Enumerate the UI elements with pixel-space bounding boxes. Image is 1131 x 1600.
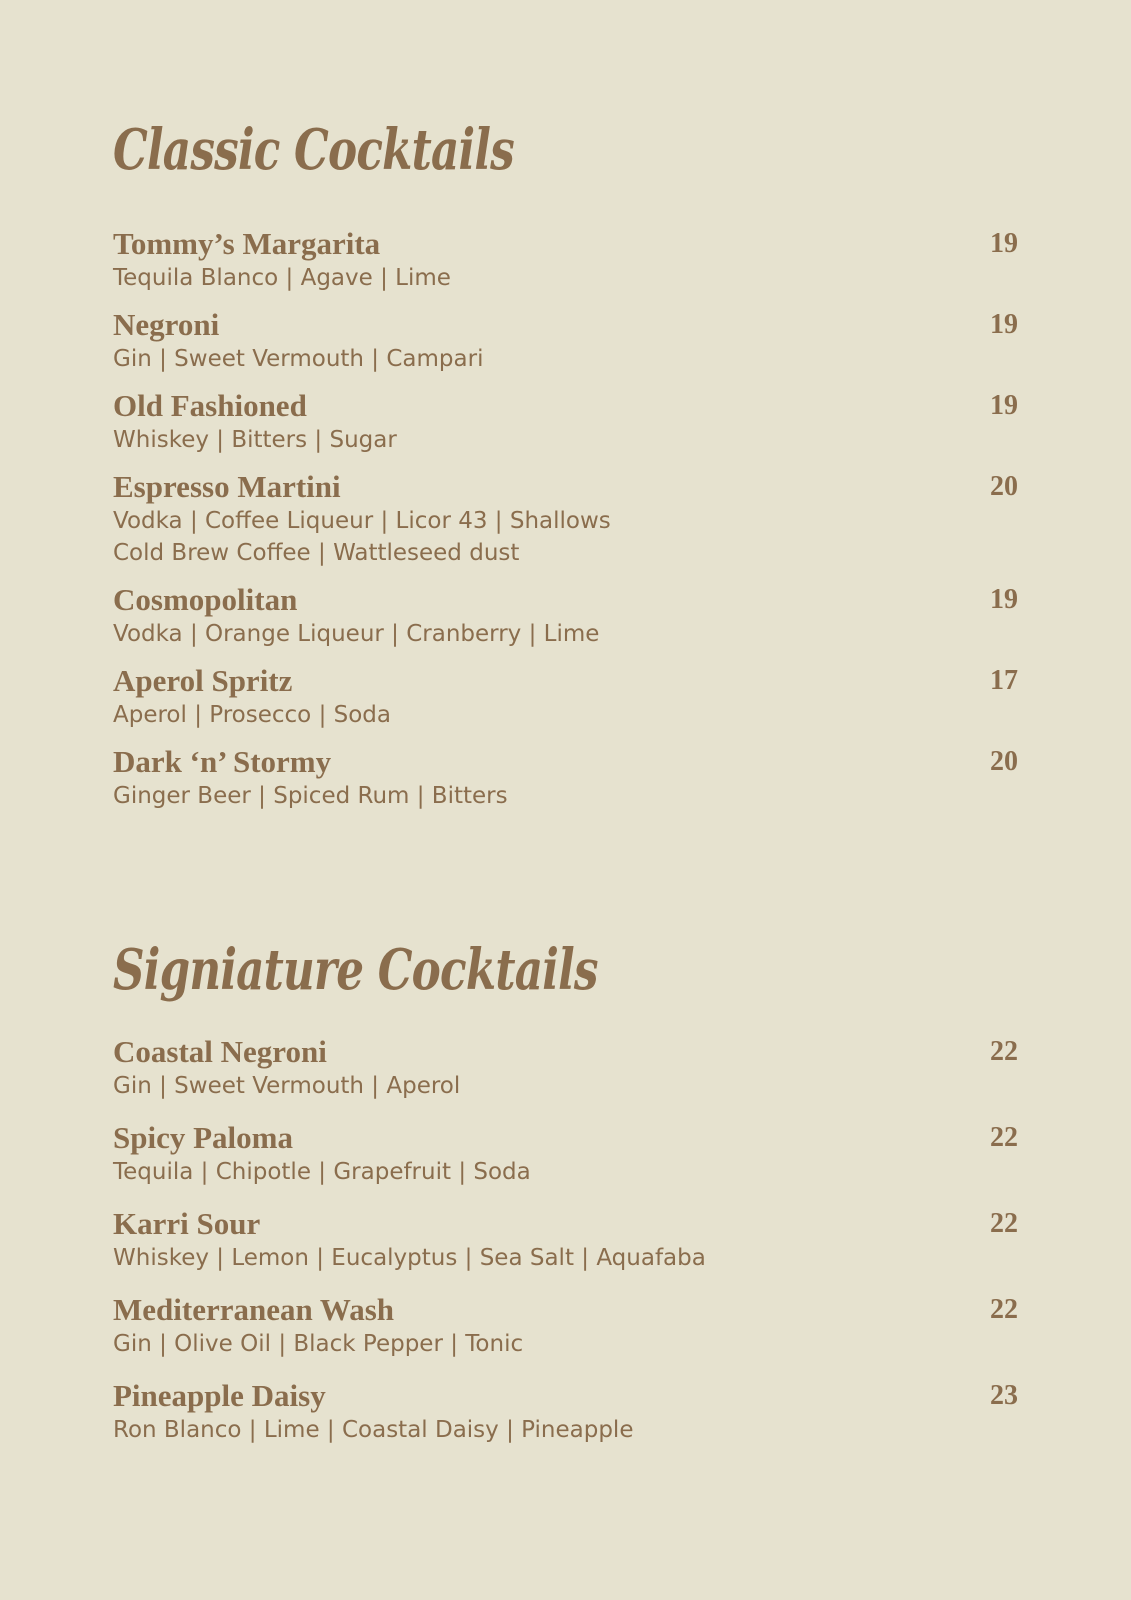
signature-cocktails-title: Signiature Cocktails [113,937,598,1003]
item-name: Tommy’s Margarita [113,226,381,261]
item-name: Negroni [113,307,220,342]
menu-item [113,226,1018,294]
menu-item [113,388,1018,456]
item-price: 20 [990,471,1018,502]
menu-item [113,1034,1018,1102]
item-price: 19 [990,584,1018,615]
item-description: Tequila Blanco | Agave | Lime [113,265,451,291]
classic-cocktails-list [113,226,1018,812]
menu-item [113,1206,1018,1274]
item-description: Gin | Olive Oil | Black Pepper | Tonic [113,1331,524,1357]
item-name: Cosmopolitan [113,582,298,617]
item-price: 20 [990,746,1018,777]
item-name: Mediterranean Wash [113,1292,394,1327]
item-description: Aperol | Prosecco | Soda [113,702,391,728]
item-description: Ron Blanco | Lime | Coastal Daisy | Pineapple [113,1417,634,1443]
item-description: Gin | Sweet Vermouth | Aperol [113,1073,461,1099]
classic-cocktails-title: Classic Cocktails [113,117,515,183]
menu-item [113,744,1018,812]
item-price: 19 [990,390,1018,421]
menu-item [113,1120,1018,1188]
item-price: 22 [990,1208,1018,1239]
item-name: Dark ‘n’ Stormy [113,744,332,779]
item-name: Coastal Negroni [113,1034,327,1069]
item-price: 23 [990,1380,1018,1411]
item-name: Pineapple Daisy [113,1378,326,1413]
signature-cocktails-section [113,930,1018,1464]
classic-cocktails-section [113,110,1018,825]
item-price: 22 [990,1036,1018,1067]
item-name: Espresso Martini [113,469,341,504]
menu-item [113,307,1018,375]
item-price: 19 [990,309,1018,340]
menu-item [113,469,1018,569]
item-description: Vodka | Coffee Liqueur | Licor 43 | Shallows Cold Brew Coffee | Wattleseed dust [113,508,611,566]
item-price: 22 [990,1122,1018,1153]
menu-item [113,1378,1018,1446]
item-description: Vodka | Orange Liqueur | Cranberry | Lime [113,621,600,647]
item-description: Gin | Sweet Vermouth | Campari [113,346,484,372]
menu-item [113,582,1018,650]
item-description: Ginger Beer | Spiced Rum | Bitters [113,783,508,809]
menu-item [113,1292,1018,1360]
item-description: Whiskey | Lemon | Eucalyptus | Sea Salt | Aquafaba [113,1245,706,1271]
item-name: Karri Sour [113,1206,261,1241]
item-description: Tequila | Chipotle | Grapefruit | Soda [113,1159,531,1185]
item-price: 22 [990,1294,1018,1325]
menu-item [113,663,1018,731]
item-price: 17 [990,665,1018,696]
item-name: Aperol Spritz [113,663,293,698]
item-description: Whiskey | Bitters | Sugar [113,427,397,453]
item-name: Old Fashioned [113,388,307,423]
signature-cocktails-list [113,1034,1018,1446]
item-name: Spicy Paloma [113,1120,293,1155]
item-price: 19 [990,228,1018,259]
